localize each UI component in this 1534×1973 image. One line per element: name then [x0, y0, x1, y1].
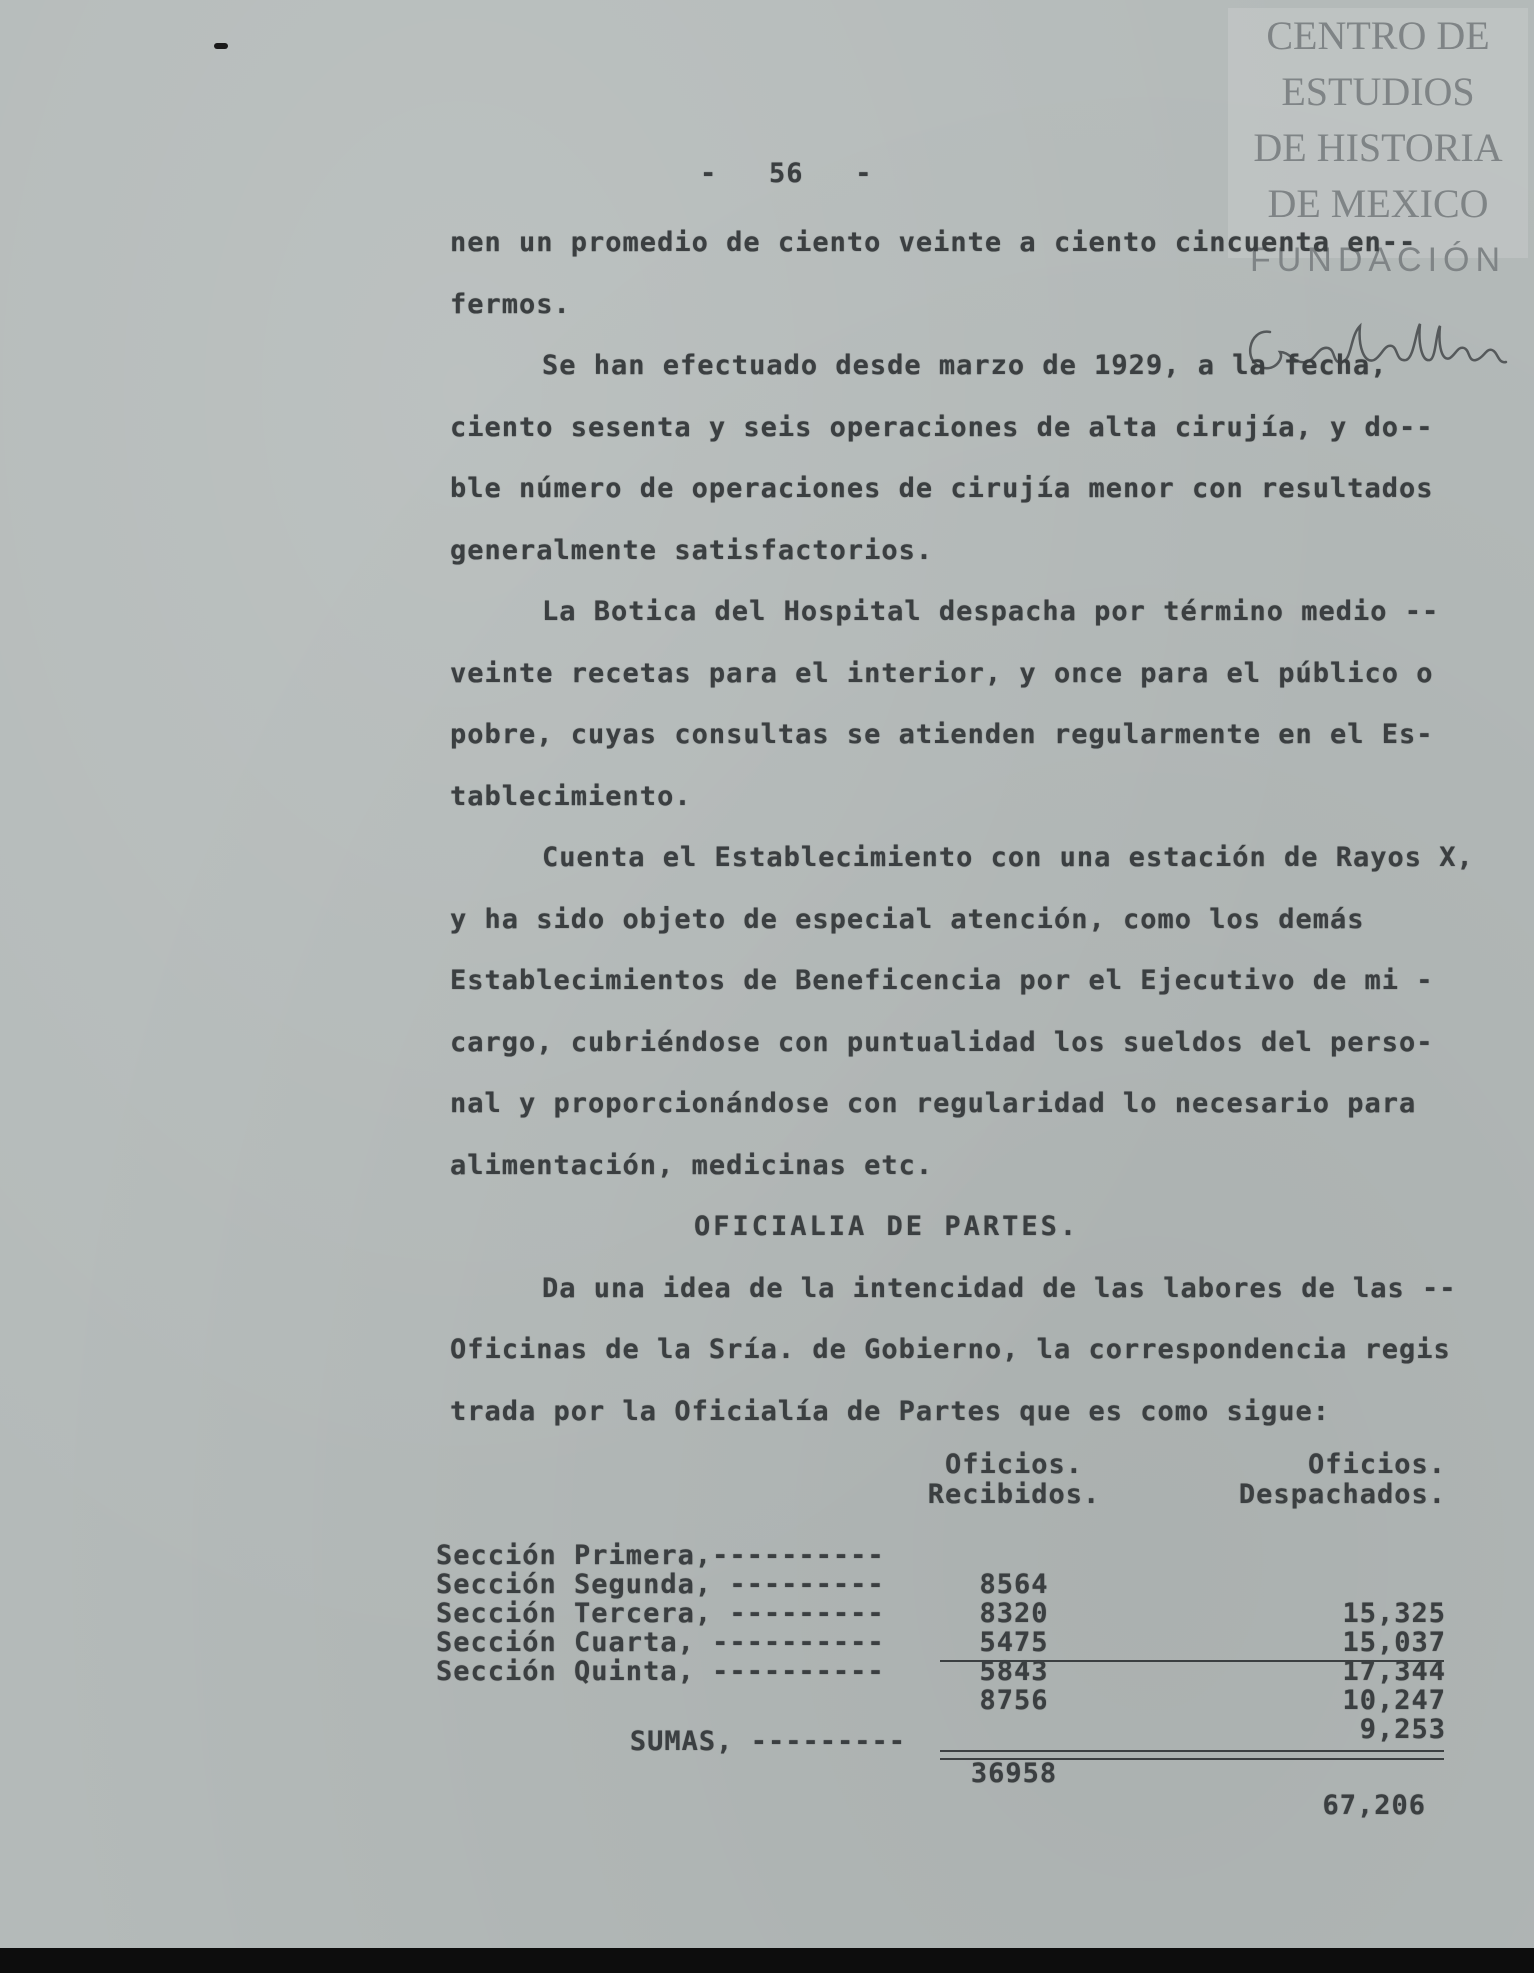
totals-received: 36958 [970, 1758, 1058, 1789]
row-label: Sección Tercera, --------- [436, 1598, 885, 1629]
row-received: 5843 [979, 1656, 1049, 1687]
row-received: 8320 [979, 1598, 1049, 1629]
row-label: Sección Primera,---------- [436, 1540, 885, 1571]
row-dispatched: 9,253 [1359, 1714, 1446, 1745]
paragraph: Se han efectuado desde marzo de 1929, a la fecha, ciento sesenta y seis operaciones de alta cirujía, y do-- ble número de operaciones de cirujía menor con resultados generalmente satisfactorios. [450, 350, 1434, 566]
row-label: Sección Quinta, ---------- [436, 1656, 885, 1687]
row-received: 5475 [979, 1627, 1049, 1658]
stamp-line: FUNDACIÓN [1249, 241, 1507, 279]
totals-label: SUMAS, --------- [629, 1726, 906, 1757]
page-number: - 56 - [700, 158, 873, 189]
stamp-line: CENTRO DE [1266, 13, 1490, 58]
paragraph: Da una idea de la intencidad de las labores de las -- Oficinas de la Sría. de Gobierno, la correspondencia regis trada por la Oficialía de Partes que es como sigue: [450, 1272, 1457, 1427]
header-dispatched: Oficios. Despachados. [1238, 1449, 1446, 1510]
stamp-line: ESTUDIOS [1281, 69, 1475, 114]
subtotal-rule [940, 1660, 1444, 1662]
scan-border [0, 1948, 1534, 1973]
paragraph: nen un promedio de ciento veinte a ciento cincuenta en-- fermos. [450, 227, 1417, 320]
paragraph: La Botica del Hospital despacha por término medio -- veinte recetas para el interior, y once para el público o pobre, cuyas consultas se atienden regularmente en el Es- tablecimiento. [450, 596, 1440, 812]
table-header [436, 1450, 1456, 1512]
totals-dispatched: 67,206 [1322, 1790, 1426, 1821]
row-dispatched: 15,325 [1342, 1598, 1446, 1629]
total-double-rule [940, 1750, 1444, 1760]
ink-speck [214, 43, 228, 49]
paragraph: Cuenta el Establecimiento con una estación de Rayos X, y ha sido objeto de especial atención, como los demás Establecimientos de Beneficencia por el Ejecutivo de mi - cargo, cubriéndose con puntualidad los sueldos del perso- nal y proporcionándose con regularidad lo necesario para alimentación, medicinas etc. [450, 842, 1474, 1181]
header-received: Oficios. Recibidos. [927, 1449, 1101, 1510]
row-dispatched: 15,037 [1342, 1627, 1446, 1658]
row-label: Sección Cuarta, ---------- [436, 1627, 885, 1658]
row-dispatched: 10,247 [1342, 1685, 1446, 1716]
section-heading: OFICIALIA DE PARTES. [694, 1211, 1080, 1242]
row-received: 8756 [979, 1685, 1049, 1716]
row-received: 8564 [979, 1569, 1049, 1600]
body-text [450, 212, 1490, 1442]
row-label: Sección Segunda, --------- [436, 1569, 885, 1600]
stamp-line: DE MEXICO [1267, 181, 1489, 226]
correspondence-table [436, 1449, 1456, 1821]
row-dispatched: 17,344 [1342, 1656, 1446, 1687]
stamp-line: DE HISTORIA [1253, 125, 1503, 170]
